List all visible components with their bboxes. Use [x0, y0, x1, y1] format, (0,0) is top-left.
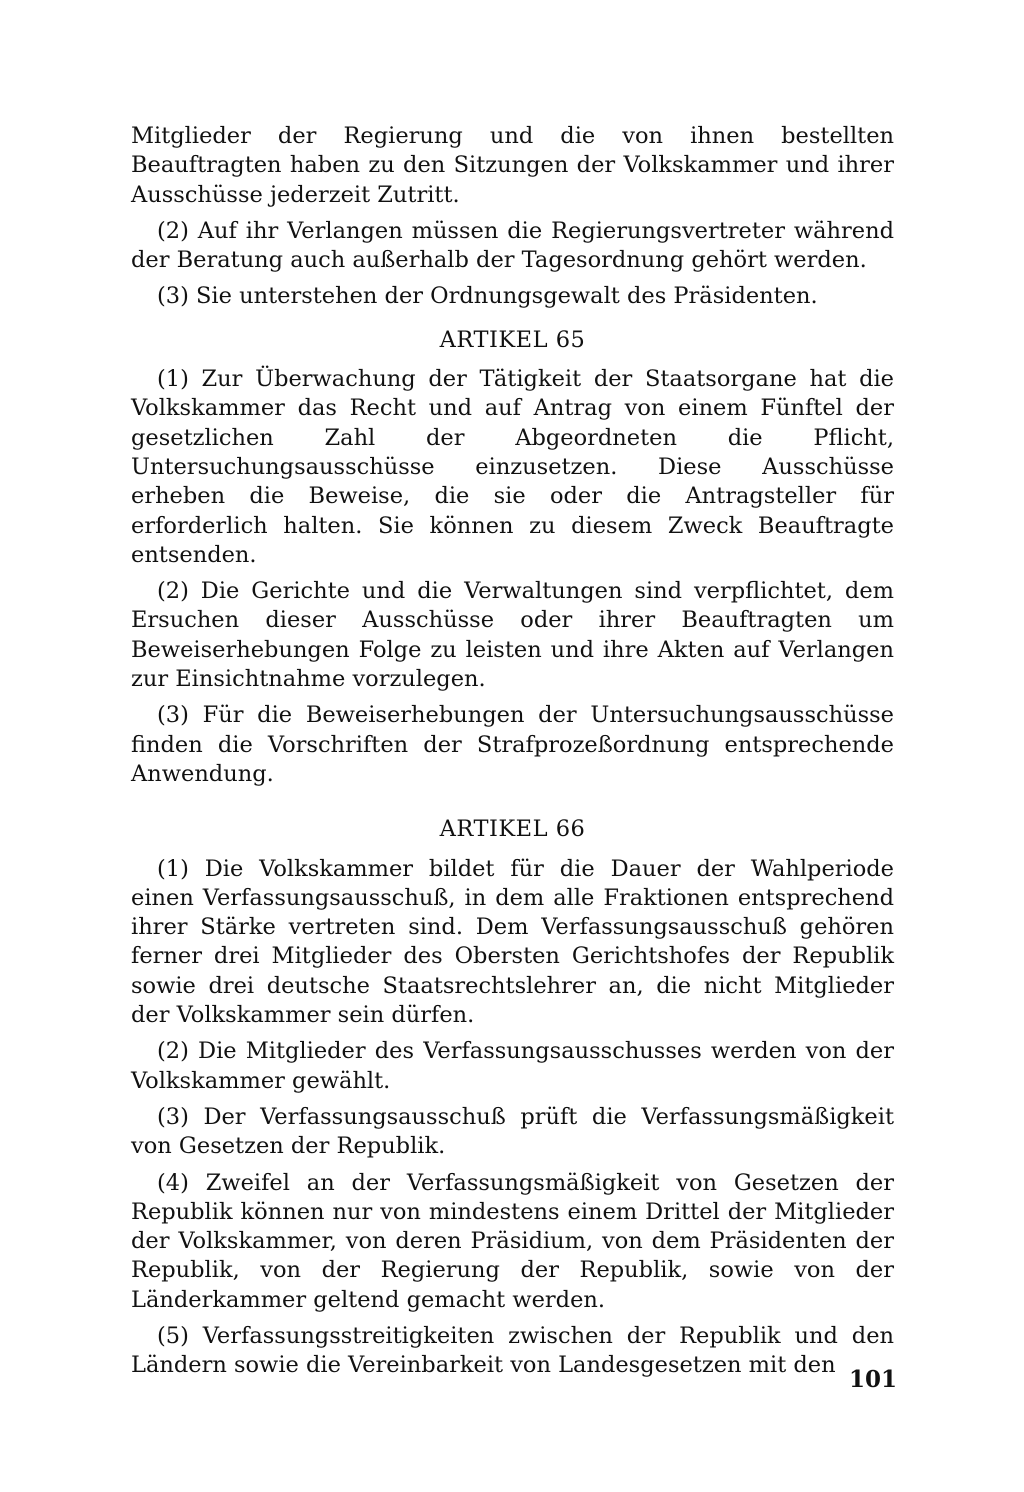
article-66-paragraph-1: (1) Die Volkskammer bildet für die Dauer der Wahlperiode einen Verfassungsausschuß, in dem alle Fraktionen entsprechend ihrer Stärke vertreten sind. Dem Verfassungsausschuß gehören ferner drei Mitglieder des Obersten Gerichtshofes der Republik sowie drei deutsche Staatsrechtslehrer an, die nicht Mitglieder der Volkskammer sein dürfen.: [131, 855, 894, 1029]
article-65-paragraph-1: (1) Zur Überwachung der Tätigkeit der Staatsorgane hat die Volkskammer das Recht und auf Antrag von einem Fünftel der gesetzlichen Zahl der Abgeordneten die Pflicht, Untersuchungsausschüsse einzusetzen. Diese Ausschüsse erheben die Beweise, die sie oder die Antragsteller für erforderlich halten. Sie können zu diesem Zweck Beauftragte entsenden.: [131, 366, 894, 568]
article-64-paragraph-3: (3) Sie unterstehen der Ordnungsgewalt des Präsidenten.: [157, 283, 818, 310]
article-66-paragraph-3: (3) Der Verfassungsausschuß prüft die Verfassungsmäßigkeit von Gesetzen der Republik.: [131, 1103, 894, 1160]
article-65-heading: ARTIKEL 65: [439, 326, 586, 353]
article-65-paragraph-2: (2) Die Gerichte und die Verwaltungen sind verpflichtet, dem Ersuchen dieser Ausschüsse oder ihrer Beauftragten um Beweiserhebungen Folge zu leisten und ihre Akten auf Verlangen zur Einsichtnahme vorzulegen.: [131, 578, 894, 693]
page-number: 101: [848, 1366, 897, 1393]
continuation-paragraph: Mitglieder der Regierung und die von ihnen bestellten Beauftragten haben zu den Sitzungen der Volkskammer und ihrer Ausschüsse jederzeit Zutritt.: [131, 123, 894, 208]
document-page: [131, 122, 894, 1388]
article-64-paragraph-2: (2) Auf ihr Verlangen müssen die Regierungsvertreter während der Beratung auch außerhalb der Tagesordnung gehört werden.: [131, 217, 894, 274]
article-66-paragraph-5: (5) Verfassungsstreitigkeiten zwischen der Republik und den Ländern sowie die Vereinbarkeit von Landesgesetzen mit den: [131, 1322, 894, 1379]
article-66-paragraph-4: (4) Zweifel an der Verfassungsmäßigkeit von Gesetzen der Republik können nur von mindestens einem Drittel der Mitglieder der Volkskammer, von deren Präsidium, von dem Präsidenten der Republik, von der Regierung der Republik, sowie von der Länderkammer geltend gemacht werden.: [131, 1169, 894, 1313]
article-65-paragraph-3: (3) Für die Beweiserhebungen der Untersuchungsausschüsse finden die Vorschriften der Strafprozeßordnung entsprechende Anwendung.: [131, 702, 894, 787]
article-66-heading: ARTIKEL 66: [439, 816, 586, 843]
article-66-paragraph-2: (2) Die Mitglieder des Verfassungsausschusses werden von der Volkskammer gewählt.: [131, 1038, 894, 1094]
